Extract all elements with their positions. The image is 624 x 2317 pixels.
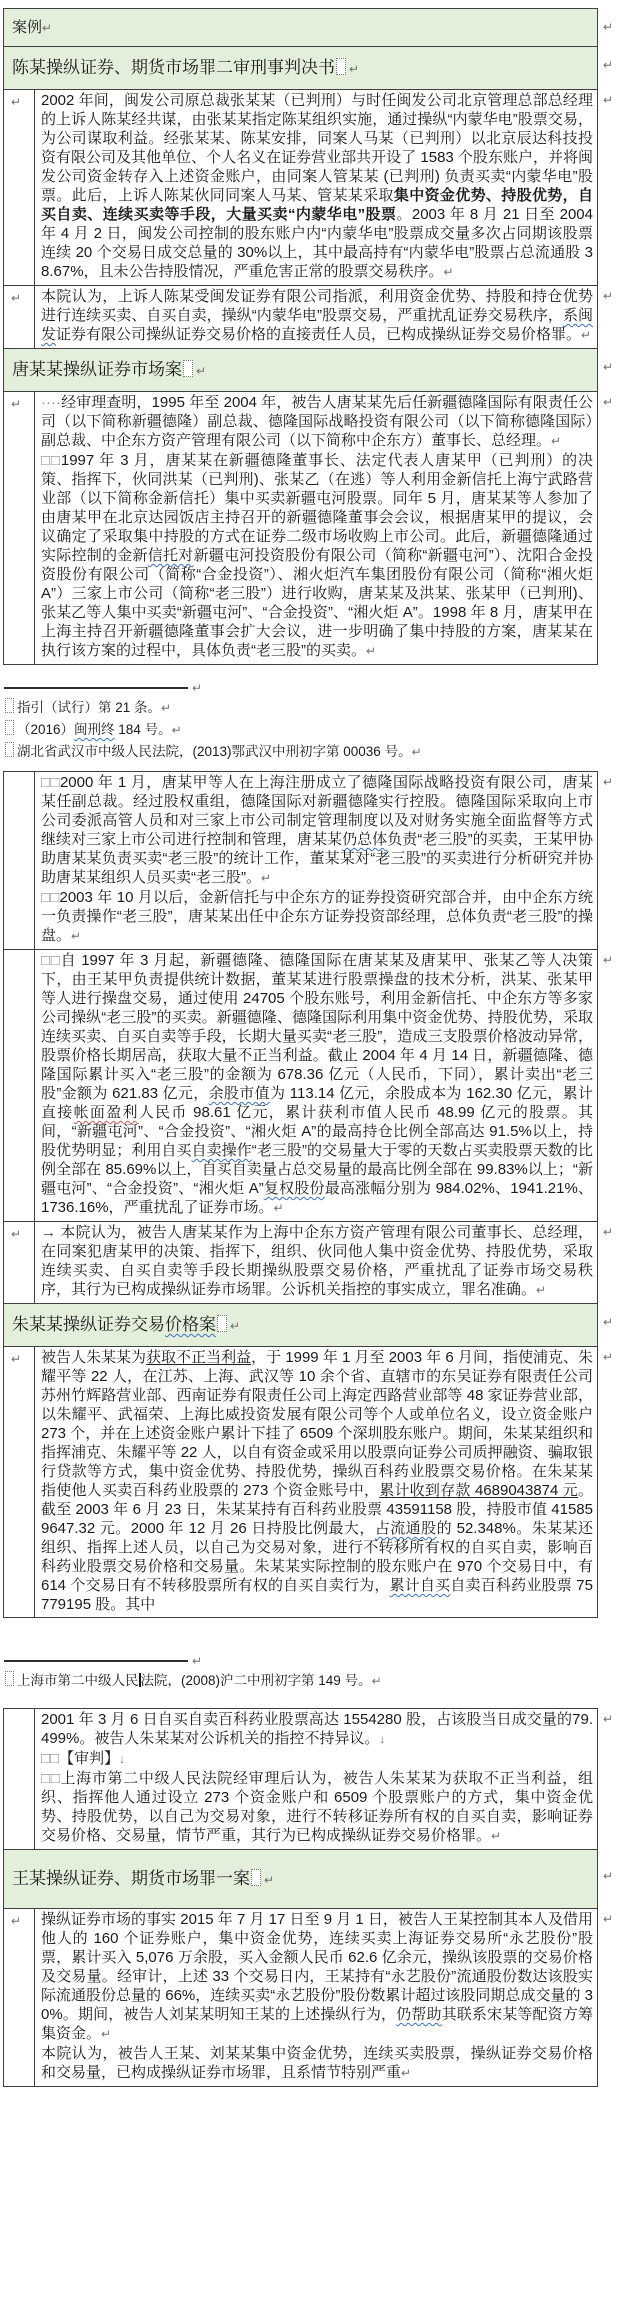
text-run: 自卖百科药业股票 75779195 股。其中: [41, 1577, 593, 1613]
row-end-mark-icon: ↵: [602, 1225, 613, 1239]
footnote-line[interactable]: [4, 697, 598, 719]
paragraph: [41, 773, 593, 888]
row-mark-cell[interactable]: [4, 950, 35, 1221]
footnotes-section: [4, 679, 598, 763]
paragraph: [41, 1910, 593, 2044]
paragraph-mark-icon: ↵: [42, 21, 53, 35]
text-run: 陈某操纵证券、期货市场罪二审刑事判决书: [12, 58, 335, 77]
paragraph-mark-icon: ↵: [11, 291, 22, 305]
spellcheck-wavy-underline-text: 复权股份: [263, 1180, 325, 1197]
indent-space-marks: □□: [41, 452, 61, 469]
text-run: 上海市第二中级人民: [17, 1673, 139, 1688]
paragraph: [41, 888, 593, 946]
case-header-row: [4, 348, 613, 391]
paragraph-mark-icon: ↵: [443, 265, 454, 279]
text-run: 指引（试行）第 21 条。: [17, 700, 162, 715]
row-end-mark-icon: ↵: [602, 93, 613, 107]
footnote-ref-icon: [5, 720, 14, 735]
document-page: [0, 8, 624, 2087]
paragraph-mark-icon: ↵: [11, 1914, 22, 1928]
footnote-separator-line: [4, 1660, 188, 1662]
row-mark-cell[interactable]: [4, 286, 35, 348]
paragraph-mark-icon: ↵: [551, 434, 562, 448]
case-title-cell[interactable]: [4, 9, 597, 46]
indent-space-marks: □□: [41, 1750, 60, 1767]
text-run: 184 号。: [114, 722, 172, 737]
underlined-text-run: 获取不正当利益: [146, 1349, 252, 1366]
case-body-row: [4, 1346, 613, 1617]
row-end-mark-icon: ↵: [602, 289, 613, 303]
tab-mark-icon: →: [41, 1224, 61, 1241]
paragraph: [41, 1749, 593, 1769]
spellcheck-wavy-underline-text: 系闽发: [41, 307, 593, 343]
indent-space-marks: □□: [41, 952, 61, 969]
footnote-ref-icon: [5, 742, 14, 757]
text-run: 朱某某操纵证券交易: [12, 1315, 165, 1334]
text-run: “老三股”的交易量大于零的天数占买卖股票天数的比例全部在 85.69%以上，自买自卖量占总交易量的最高比例全部在 99.83%以上；“新疆屯河”、“合金投资”、“湘火炬 A”: [41, 1142, 593, 1197]
footnote-separator: [4, 1652, 598, 1670]
paragraph-mark-icon: ↵: [11, 1227, 22, 1241]
case-text-cell[interactable]: [35, 392, 597, 664]
footnote-line[interactable]: [4, 719, 598, 741]
paragraph-mark-icon: ↵: [366, 644, 377, 658]
text-run: 唐某某操纵证券市场案: [12, 360, 182, 379]
footnote-line[interactable]: [4, 1670, 598, 1692]
paragraph-mark-icon: ↵: [581, 328, 592, 342]
spellcheck-wavy-underline-text: 信托对: [147, 547, 194, 564]
paragraph-mark-icon: ↵: [411, 745, 422, 759]
case-text-cell[interactable]: [35, 1709, 597, 1849]
footnote-ref-icon: [183, 360, 193, 377]
case-text-cell[interactable]: [35, 1347, 597, 1617]
spellcheck-wavy-underline-text: 仍帮助: [396, 2006, 442, 2023]
case-body-row: [4, 1908, 613, 2086]
case-header-row: [4, 46, 613, 89]
text-run: 1997 年 3 月，唐某某在新疆德隆董事长、法定代表人唐某甲（已判刑）的决策、指挥下，伙同洪某（已判刑)、张某乙（在逃）等人利用金新信托上海宁武路营业部（以下简称金新信托）集中买卖新疆屯河股票。同年 5 月，唐某某等人参加了由唐某甲在北京达园饭店主持召开的新疆德隆董事会会议，根据唐某甲的提议，会议确定了采取集中持股的方式在证券二级市场收购上市公司。此后，新疆德隆通过实际控制的金新: [41, 452, 594, 564]
row-mark-cell[interactable]: [4, 1909, 35, 2086]
case-body-row: [4, 1221, 613, 1303]
row-end-mark-icon: ↵: [602, 1350, 613, 1364]
spellcheck-wavy-underline-text: 仍总体: [342, 831, 388, 848]
footnote-ref-icon: [336, 58, 346, 75]
row-end-mark-icon: ↵: [602, 20, 613, 34]
case-text-cell[interactable]: [35, 950, 597, 1221]
paragraph-mark-icon: ↵: [71, 929, 82, 943]
text-run: 。2003 年 8 月 21 日至 2004 年 4 月 2 日，闽发公司控制的股东账户内“内蒙华电”股票成交量多次占同期该股票连续 20 个交易日成交总量的 30%以上，其中最高持有“内蒙华电”股票占总流通股 38.67%，且未公告持股情况，严重危害正常的股票交易秩序。: [41, 206, 593, 280]
footnote-ref-icon: [5, 1671, 14, 1686]
row-end-mark-icon: ↵: [602, 953, 613, 967]
row-end-mark-icon: ↵: [602, 360, 613, 374]
spellcheck-wavy-underline-text: 价格案: [165, 1315, 216, 1334]
row-mark-cell[interactable]: [4, 1347, 35, 1617]
paragraph-mark-icon: ↵: [11, 95, 22, 109]
paragraph-mark-icon: ↵: [491, 1829, 502, 1843]
row-end-mark-icon: ↵: [602, 395, 613, 409]
text-run: 案例: [12, 19, 43, 36]
footnote-ref-icon: [217, 1315, 227, 1332]
spellcheck-wavy-underline-text: 闽刑终: [74, 722, 115, 737]
indent-space-marks: ····: [41, 394, 61, 411]
text-run: 的 52.348%。朱某某还组织、指挥上述人员，以自己为交易对象，进行不转移所有权的自买自卖，影响百科药业股票交易价格和交易量。朱某某实际控制的股东账户在 970 个交易日中，有 614 个交易日有不转移股票所有权的自买自卖行为，: [41, 1520, 593, 1594]
row-end-mark-icon: ↵: [602, 1315, 613, 1329]
text-run: 经审理查明，1995 年至 2004 年，被告人唐某某先后任新疆德隆国际有限责任公司（以下简称新疆德隆）副总裁、德隆国际战略投资有限公司（以下简称德隆国际）副总裁、中企东方资产管理有限公司（以下简称中企东方）董事长、总经理。: [41, 394, 593, 449]
case-title-cell[interactable]: [4, 349, 597, 391]
indent-space-marks: □□: [41, 889, 60, 906]
text-run: 其联系宋某等配资方筹集资金。: [41, 2006, 593, 2042]
case-body-row: [4, 285, 613, 348]
footnote-line[interactable]: [4, 741, 598, 763]
paragraph: [41, 1769, 593, 1846]
paragraph-mark-icon: ↵: [273, 1201, 284, 1215]
case-header-row: [4, 1303, 613, 1346]
spellcheck-wavy-underline-text: 余股市值: [208, 1085, 270, 1102]
case-table-1: [3, 8, 613, 665]
paragraph: [41, 1223, 593, 1300]
case-header-row: [4, 1849, 613, 1908]
row-end-mark-icon: ↵: [602, 1712, 613, 1726]
case-title-cell[interactable]: [4, 1304, 597, 1346]
footnote-separator: [4, 679, 598, 697]
footnotes-section: [4, 1652, 598, 1692]
case-title-cell[interactable]: [4, 47, 597, 89]
text-run: 上海市第二中级人民法院经审理后认为，被告人朱某某为获取不正当利益，组织、指挥他人通过设立 273 个资金账户和 6509 个股票账户的方式，集中资金优势、持股优势，以自己为交易对象，进行不转移证券所有权的自买自卖，影响证券交易价格、交易量，情节严重，其行为已构成操纵证券交易价格罪。: [41, 1770, 593, 1844]
paragraph: [41, 451, 593, 661]
row-mark-cell[interactable]: [4, 392, 35, 664]
spellcheck-wavy-underline-text: 占流通股: [374, 1520, 437, 1537]
paragraph-mark-icon: ↵: [196, 364, 207, 378]
case-body-row: [4, 1709, 613, 1849]
paragraph: [41, 91, 593, 282]
case-text-cell[interactable]: [35, 772, 597, 949]
text-run: 负责“老三股”的买卖，王某甲协助唐某某负责买卖“老三股”的统计工作，董某某对“老三股”的买卖进行分析研究并协助唐某某组织人员买卖“老三股”。: [41, 831, 593, 886]
paragraph-mark-icon: ↵: [401, 2066, 412, 2080]
text-run: 自 1997 年 3 月起，新疆德隆、德隆国际在唐某某及唐某甲、张某乙等人决策下，由王某甲负责提供统计数据，董某某进行股票操盘的技术分析，洪某、张某甲等人进行操盘交易，通过使用 24705 个股东账号，利用金新信托、中企东方等多家公司操纵“老三股”的买卖。新疆德隆、德隆国际利用集中资金优势、持股优势，采取连续买卖、自买自卖等手段，长期大量买卖“老三股”，造成三支股票价格波动异常，股票价格长期居高，获取大量不正当利益。截止 2004 年 4 月 14 日，新疆德隆、德隆国际累计买入“老三股”的金额为 678.36 亿元（人民币，下同），累计卖出“老三股”金额为 621.83 亿元，: [41, 952, 593, 1102]
paragraph-mark-icon: ↵: [11, 397, 22, 411]
text-run: 【审判】: [59, 1750, 120, 1767]
text-run: ，于 1999 年 1 月至 2003 年 6 月间，指使浦克、朱耀平等 22 人，在江苏、上海、武汉等 10 余个省、直辖市的东吴证券有限责任公司苏州竹辉路营业部、西南证券有限责任公司上海定西路营业部等 48 家证券营业部，以朱耀平、武福荣、上海比威投资发展有限公司等个人或单位名义，设立资金账户 273 个，并在上述资金账户累计下挂了 6509 个深圳股东账户。期间，朱某某组织和指挥浦克、朱耀平等 22 人，以自有资金或采用以股票向证券公司质押融资、骗取银行贷款等方式，集中资金优势、持股优势，操纵百科药业股票交易价格。在朱某某指使他人买卖百科药业股票的 273 个资金账号中，: [41, 1349, 593, 1499]
text-run: 2001 年 3 月 6 日自买自卖百科药业股票高达 1554280 股，占该股当日成交量的79.499%。被告人朱某某对公诉机关的指控不持异议。: [41, 1711, 593, 1747]
footnote-ref-icon: [251, 1869, 261, 1886]
bold-text-run: 集中资金优势、持股优势，自买自卖、连续买卖等手段，大量买卖“内蒙华电”股票: [41, 187, 593, 223]
text-run: 湖北省武汉市中级人民法院，(2013)鄂武汉中刑初字第 00036 号。: [17, 744, 412, 759]
text-run: 2003 年 10 月以后，金新信托与中企东方的证券投资研究部合并，由中企东方统一负责操作“老三股”，唐某某出任中企东方证券投资部经理，总体负责“老三股”的操盘。: [41, 889, 593, 944]
line-break-mark-icon: ↓: [119, 1752, 126, 1766]
case-body-row: [4, 949, 613, 1221]
paragraph-mark-icon: ↵: [264, 1873, 275, 1887]
row-mark-cell[interactable]: [4, 772, 35, 949]
case-body-row: [4, 89, 613, 285]
paragraph-mark-icon: ↵: [192, 681, 203, 695]
paragraph: [41, 2044, 593, 2083]
case-table-3: [3, 1708, 613, 2087]
text-run: 2002 年间，闽发公司原总裁张某某（已判刑）与时任闽发公司北京管理总部总经理的上诉人陈某经共谋，由张某某指定陈某组织实施，通过操纵“内蒙华电”股票交易，为公司谋取利益。经张某某、陈某安排，同案人马某（已判刑）以北京辰达科技投资有限公司及其他单位、个人名义在证券营业部共开设了 1583 个股东账户，并将闽发公司资金转存入上述资金账户，由同案人管某某 (已判刑) 负责买卖“内蒙华电”股票。此后，上诉人陈某伙同同案人马某、管某某采取: [41, 92, 593, 204]
row-mark-cell[interactable]: [4, 1709, 35, 1849]
case-body-row: [4, 391, 613, 664]
underlined-text-run: 累计收到存款 4689043874 元: [379, 1482, 578, 1499]
paragraph-mark-icon: ↵: [101, 2027, 112, 2041]
paragraph-mark-icon: ↵: [349, 62, 360, 76]
row-end-mark-icon: ↵: [602, 1869, 613, 1883]
text-run: 2000 年 1 月，唐某甲等人在上海注册成立了德隆国际战略投资有限公司，唐某某任副总裁。经过股权重组，德隆国际对新疆德隆实行控股。德隆国际采取向上市公司委派高管人员和对三家上市公司制定管理制度以及对财务实施全面监督等方式继续对三家上市公司进行控制和管理，唐某某: [41, 774, 594, 848]
paragraph-mark-icon: ↵: [11, 1352, 22, 1366]
case-header-row: [4, 9, 613, 46]
text-run: 证券有限公司操纵证券交易价格的直接责任人员，已构成操纵证券交易价格罪。: [56, 326, 582, 343]
row-end-mark-icon: ↵: [602, 1912, 613, 1926]
document-content: [3, 8, 613, 2087]
case-text-cell[interactable]: [35, 1222, 597, 1303]
text-run: 新疆屯河投资股份有限公司（简称“新疆屯河”）、沈阳合金投资股份有限公司（简称“合金投资”）、湘火炬汽车集团股份有限公司（简称“湘火炬 A”）三家上市公司（简称“老三股”）进行收购，唐某某及洪某、张某甲（已判刑)、张某乙等人集中买卖“新疆屯河”、“合金投资”、“湘火炬 A”。1998 年 8 月，唐某甲在上海主持召开新疆德隆董事会扩大会议，进一步明确了集中持股的方案，唐某某在执行该方案的过程中，具体负责“老三股”的买卖。: [41, 547, 593, 659]
paragraph-mark-icon: ↵: [536, 1283, 547, 1297]
paragraph-mark-icon: ↵: [371, 1674, 382, 1688]
case-table-2: [3, 771, 613, 1618]
text-run: 本院认为，被告人唐某某作为上海中企东方资产管理有限公司董事长、总经理，在同案犯唐某甲的决策、指挥下，组织、伙同他人集中资金优势、持股优势，采取连续买卖、自买自卖等手段长期操纵股票交易价格，严重扰乱了证券市场交易秩序，其行为已构成操纵证券市场罪。公诉机关指控的事实成立，罪名准确。: [41, 1224, 593, 1298]
paragraph-mark-icon: ↵: [230, 1319, 241, 1333]
paragraph: [41, 393, 593, 451]
row-end-mark-icon: ↵: [602, 775, 613, 789]
text-run: 为 113.14 亿元，余股成本为 162.30 亿元，累计直接: [41, 1085, 593, 1121]
text-run: 本院认为，被告人王某、刘某某集中资金优势，连续买卖股票，操纵证券交易价格和交易量，已构成操纵证券市场罪，且系情节特别严重: [41, 2045, 593, 2081]
spellcheck-wavy-underline-text: 累计自买: [389, 1577, 451, 1594]
paragraph-mark-icon: ↵: [171, 723, 182, 737]
paragraph: [41, 1710, 593, 1749]
text-run: 人民币 98.61 亿元，累计获利市值人民币 48.99 亿元的股票。其间，“新疆屯河”、“合金投资”、“湘火炬 A”的最高持仓比例全部高达 91.5%以上，持股优势明显；利用自买: [41, 1104, 593, 1159]
paragraph: [41, 1348, 593, 1614]
text-run: 操纵证券市场的事实 2015 年 7 月 17 日至 9 月 1 日，被告人王某控制其本人及借用他人的 160 个证券账户，集中资金优势，连续买卖上海证券交易所“永艺股份”股票，累计买入 5,076 万余股，买入金额人民币 62.6 亿余元，操纵该股票的交易价格及交易量。经审计，上述 33 个交易日内，王某持有“永艺股份”流通股份数达该股实际流通股份总量的 66%，连续买卖“永艺股份”股份数累计超过该股同期总成交量的 30%。期间，被告人刘某某明知王某的上述操纵行为，: [41, 1911, 593, 2023]
text-run: （2016）: [17, 722, 75, 737]
text-run: 王某操纵证券、期货市场罪一案: [12, 1869, 250, 1888]
paragraph-mark-icon: ↵: [192, 1654, 203, 1668]
text-run: 。截至 2003 年 6 月 23 日，朱某某持有百科药业股票 43591158 股，持股市值 415859647.32 元。2000 年 12 月 26 日持股比例最大，: [41, 1482, 593, 1537]
text-run: 最高涨幅分别为 984.02%、1941.21%、1736.16%，严重扰乱了证券市场。: [41, 1180, 593, 1216]
footnote-separator-line: [4, 687, 188, 689]
case-text-cell[interactable]: [35, 90, 597, 285]
indent-space-marks: □□: [41, 774, 60, 791]
text-run: 本院认为，上诉人陈某受闽发证券有限公司指派，利用资金优势、持股和持仓优势进行连续买卖、自买自卖，操纵“内蒙华电”股票交易，严重扰乱证券交易秩序，: [41, 288, 593, 324]
case-text-cell[interactable]: [35, 1909, 597, 2086]
paragraph: [41, 951, 593, 1218]
text-run: 被告人朱某某为: [41, 1349, 147, 1366]
text-run: 法院，(2008)沪二中刑初字第 149 号。: [140, 1673, 372, 1688]
row-mark-cell[interactable]: [4, 1222, 35, 1303]
grammar-wavy-underline-text: 帐面盈利: [73, 1104, 139, 1121]
case-text-cell[interactable]: [35, 286, 597, 348]
row-mark-cell[interactable]: [4, 90, 35, 285]
spellcheck-wavy-underline-text: 自卖操作: [191, 1142, 252, 1159]
footnote-ref-icon: [5, 698, 14, 713]
line-break-mark-icon: ↓: [379, 1732, 386, 1746]
row-end-mark-icon: ↵: [602, 58, 613, 72]
paragraph: [41, 287, 593, 345]
case-title-cell[interactable]: [4, 1850, 597, 1908]
paragraph-mark-icon: ↵: [261, 871, 272, 885]
paragraph-mark-icon: ↵: [161, 701, 172, 715]
indent-space-marks: □□: [41, 1770, 61, 1787]
case-body-row: [4, 772, 613, 949]
